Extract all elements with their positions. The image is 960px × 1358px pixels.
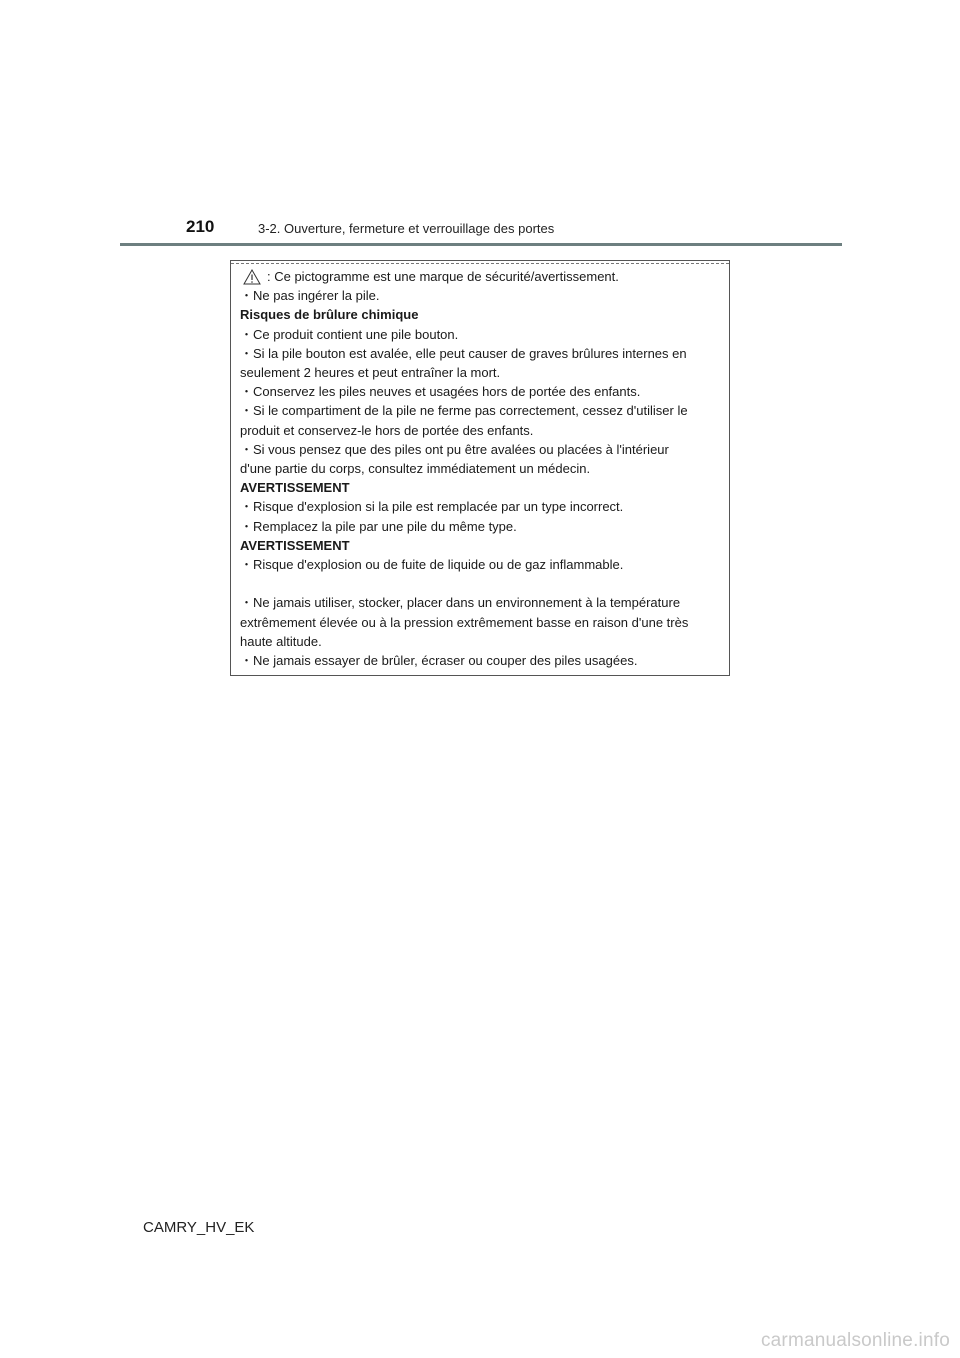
warning-line: seulement 2 heures et peut entraîner la mort.	[240, 365, 501, 381]
blank-line	[240, 574, 721, 593]
warning-line: haute altitude.	[240, 633, 322, 649]
watermark: carmanualsonline.info	[760, 1330, 950, 1351]
warning-legend-text: : Ce pictogramme est une marque de sécurité/avertissement.	[267, 269, 619, 284]
warning-line: ・Risque d'explosion si la pile est remplacée par un type incorrect.	[240, 499, 624, 515]
box-top-dashed-line	[231, 263, 729, 264]
warning-heading: Risques de brûlure chimique	[240, 307, 419, 323]
warning-content	[240, 267, 721, 670]
warning-heading: AVERTISSEMENT	[240, 480, 350, 496]
warning-line: ・Si vous pensez que des piles ont pu être avalées ou placées à l'intérieur	[240, 441, 669, 457]
warning-line: ・Ne jamais utiliser, stocker, placer dans un environnement à la température	[240, 595, 681, 611]
warning-line: ・Ne pas ingérer la pile.	[240, 288, 380, 304]
warning-line: ・Remplacez la pile par une pile du même type.	[240, 518, 517, 534]
warning-line: ・Si la pile bouton est avalée, elle peut causer de graves brûlures internes en	[240, 345, 687, 361]
warning-line: ・Conservez les piles neuves et usagées hors de portée des enfants.	[240, 384, 641, 400]
header-divider	[120, 243, 842, 246]
section-title: 3-2. Ouverture, fermeture et verrouillage des portes	[258, 221, 555, 236]
battery-warning-box	[230, 260, 730, 676]
warning-line: ・Ne jamais essayer de brûler, écraser ou couper des piles usagées.	[240, 653, 638, 669]
warning-heading: AVERTISSEMENT	[240, 537, 350, 553]
warning-lines	[240, 286, 721, 670]
warning-line: ・Risque d'explosion ou de fuite de liquide ou de gaz inflammable.	[240, 557, 624, 573]
warning-line: ・Ce produit contient une pile bouton.	[240, 326, 459, 342]
warning-triangle-icon	[243, 269, 261, 285]
footer-model-code: CAMRY_HV_EK	[143, 1219, 255, 1236]
warning-legend	[240, 267, 721, 286]
warning-line: ・Si le compartiment de la pile ne ferme pas correctement, cessez d'utiliser le	[240, 403, 688, 419]
warning-line: extrêmement élevée ou à la pression extrêmement basse en raison d'une très	[240, 614, 689, 630]
warning-line: produit et conservez-le hors de portée des enfants.	[240, 422, 534, 438]
page-number: 210	[186, 217, 215, 236]
warning-line: d'une partie du corps, consultez immédiatement un médecin.	[240, 461, 591, 477]
